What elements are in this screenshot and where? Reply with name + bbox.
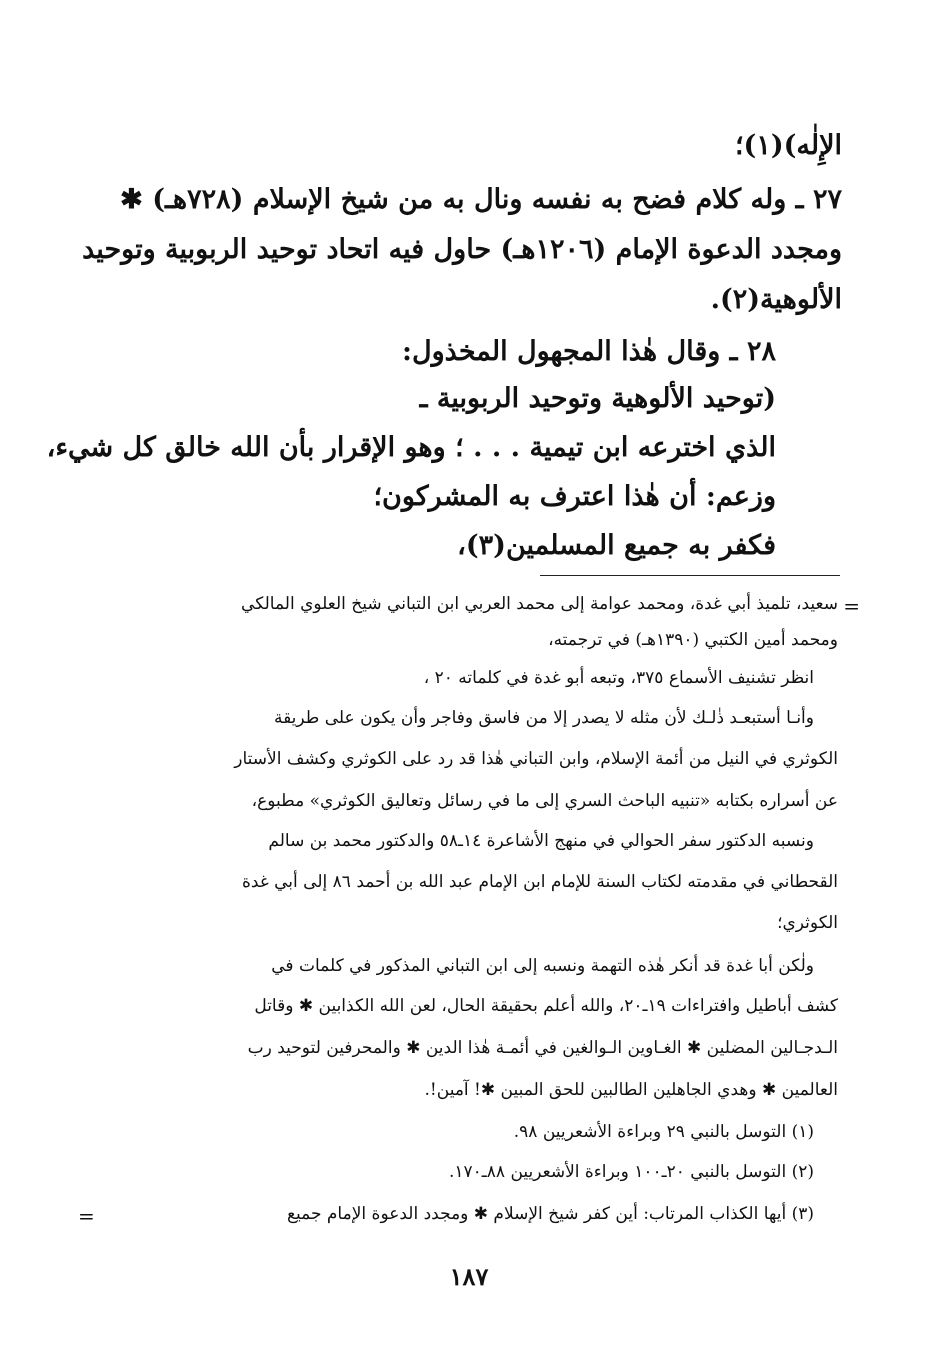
- footnote-line-13: العالمين ✱ وهدي الجاهلين الطالبين للحق المبين ✱! آمين!.: [424, 1080, 838, 1100]
- footnote-end-mark: =: [78, 1204, 95, 1228]
- page-number: ١٨٧: [449, 1262, 489, 1291]
- footnote-line-6: عن أسراره بكتابه «تنبيه الباحث السري إلى ما في رسائل وتعاليق الكوثري» مطبوع،: [251, 791, 838, 811]
- footnote-line-12: الـدجـالين المضلين ✱ الغـاوين الـوالغين في أئمـة هٰذا الدين ✱ والمحرفين لتوحيد رب: [247, 1038, 838, 1058]
- footnote-line-3: انظر تشنيف الأسماع ٣٧٥، وتبعه أبو غدة في كلماته ٢٠ ،: [423, 668, 814, 688]
- footnote-line-8: القحطاني في مقدمته لكتاب السنة للإمام ابن الإمام عبد الله بن أحمد ٨٦ إلى أبي غدة: [242, 872, 838, 892]
- footnote-line-4: وأنـا أستبعـد ذٰلـك لأن مثله لا يصدر إلا من فاسق وفاجر وأن يكون على طريقة: [273, 708, 814, 728]
- footnote-line-2: ومحمد أمين الكتبي (١٣٩٠هـ) في ترجمته،: [548, 630, 838, 650]
- footnote-line-9: الكوثري؛: [777, 913, 838, 933]
- footnote-line-5: الكوثري في النيل من أئمة الإسلام، وابن التباني هٰذا قد رد على الكوثري وكشف الأستار: [234, 749, 838, 769]
- footnote-continuation-mark: =: [843, 594, 860, 618]
- main-line-7: الذي اخترعه ابن تيمية . . . ؛ وهو الإقرار بأن الله خالق كل شيء،: [46, 432, 776, 463]
- footnote-line-7: ونسبه الدكتور سفر الحوالي في منهج الأشاعرة ١٤ـ٥٨ والدكتور محمد بن سالم: [268, 831, 814, 851]
- main-line-5: ٢٨ ـ وقال هٰذا المجهول المخذول:: [402, 336, 776, 367]
- footnote-separator: [540, 575, 840, 576]
- footnote-line-15: (٢) التوسل بالنبي ٢٠ـ١٠٠ وبراءة الأشعريين ٨٨ـ١٧٠.: [448, 1162, 814, 1182]
- main-line-2: ٢٧ ـ وله كلام فضح به نفسه ونال به من شيخ الإسلام (٧٢٨هـ) ✱: [120, 184, 842, 215]
- main-line-9: فكفر به جميع المسلمين(٣)،: [457, 530, 776, 561]
- footnote-line-16: (٣) أيها الكذاب المرتاب: أين كفر شيخ الإسلام ✱ ومجدد الدعوة الإمام جميع: [286, 1204, 814, 1224]
- footnote-line-14: (١) التوسل بالنبي ٢٩ وبراءة الأشعريين ٩٨.: [513, 1122, 814, 1142]
- footnote-line-1: سعيد، تلميذ أبي غدة، ومحمد عوامة إلى محمد العربي ابن التباني شيخ العلوي المالكي: [241, 594, 838, 614]
- footnote-line-10: ولٰكن أبا غدة قد أنكر هٰذه التهمة ونسبه إلى ابن التباني المذكور في كلمات في: [271, 956, 814, 976]
- main-line-1: الإِلٰه)(١)؛: [734, 130, 842, 161]
- footnote-line-11: كشف أباطيل وافتراءات ١٩ـ٢٠، والله أعلم بحقيقة الحال، لعن الله الكذابين ✱ وقاتل: [254, 996, 838, 1016]
- main-line-8: وزعم: أن هٰذا اعترف به المشركون؛: [373, 481, 776, 512]
- main-line-3: ومجدد الدعوة الإمام (١٢٠٦هـ) حاول فيه اتحاد توحيد الربوبية وتوحيد: [82, 234, 842, 265]
- main-line-6: (توحيد الألوهية وتوحيد الربوبية ـ: [419, 383, 776, 414]
- main-line-4: الألوهية(٢).: [710, 284, 842, 315]
